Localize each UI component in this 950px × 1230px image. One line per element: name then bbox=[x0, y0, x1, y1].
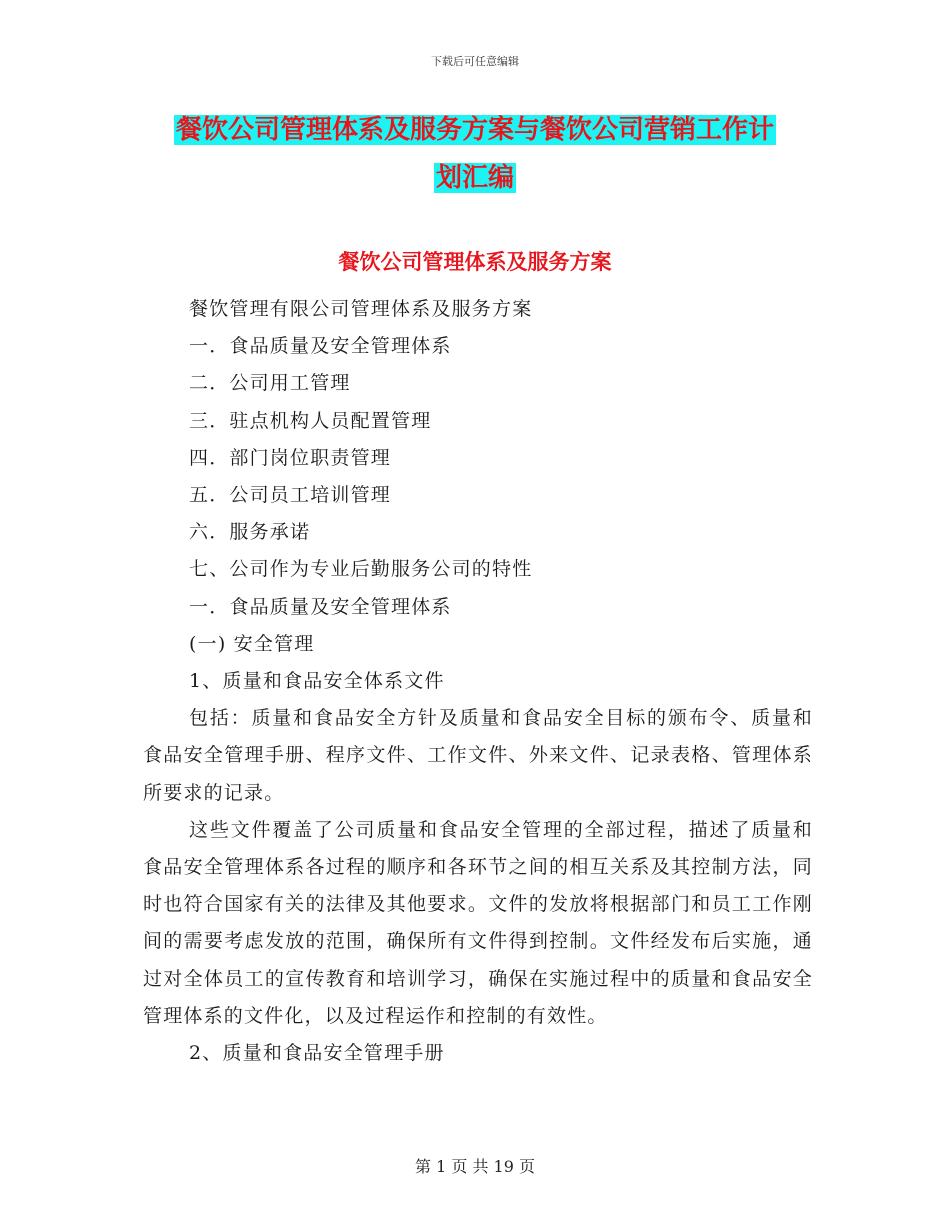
outline-line: 一．食品质量及安全管理体系 bbox=[189, 595, 452, 618]
outline-line: 一．食品质量及安全管理体系 bbox=[189, 335, 452, 358]
header-note: 下载后可任意编辑 bbox=[431, 55, 519, 68]
outline-line: 餐饮管理有限公司管理体系及服务方案 bbox=[189, 298, 533, 320]
document-title bbox=[140, 106, 810, 202]
outline-line: 七、公司作为专业后勤服务公司的特性 bbox=[189, 558, 533, 581]
item-heading: 2、质量和食品安全管理手册 bbox=[189, 1042, 445, 1065]
subsection-heading: (一) 安全管理 bbox=[189, 632, 315, 655]
outline-line: 六．服务承诺 bbox=[189, 521, 311, 544]
outline-line: 二．公司用工管理 bbox=[189, 372, 351, 395]
outline-line: 五．公司员工培训管理 bbox=[189, 484, 392, 507]
outline-line: 三．驻点机构人员配置管理 bbox=[189, 409, 432, 432]
section-title: 餐饮公司管理体系及服务方案 bbox=[338, 250, 612, 274]
body-paragraph: 包括：质量和食品安全方针及质量和食品安全目标的颁布令、质量和食品安全管理手册、程序文件、工作文件、外来文件、记录表格、管理体系所要求的记录。 bbox=[143, 707, 813, 804]
document-title-line-2: 划汇编 bbox=[435, 163, 514, 193]
item-heading: 1、质量和食品安全体系文件 bbox=[189, 670, 445, 693]
outline-line: 四．部门岗位职责管理 bbox=[189, 446, 392, 469]
page-number-footer: 第 1 页 共 19 页 bbox=[415, 1157, 535, 1176]
document-body bbox=[143, 291, 813, 1072]
body-paragraph: 这些文件覆盖了公司质量和食品安全管理的全部过程，描述了质量和食品安全管理体系各过程的顺序和各环节之间的相互关系及其控制方法，同时也符合国家有关的法律及其他要求。文件的发放将根据部门和员工工作刚间的需要考虑发放的范围，确保所有文件得到控制。文件经发布后实施，通过对全体员工的宣传教育和培训学习，确保在实施过程中的质量和食品安全管理体系的文件化，以及过程运作和控制的有效性。 bbox=[143, 818, 813, 1027]
document-title-line-1: 餐饮公司管理体系及服务方案与餐饮公司营销工作计 bbox=[175, 115, 774, 145]
